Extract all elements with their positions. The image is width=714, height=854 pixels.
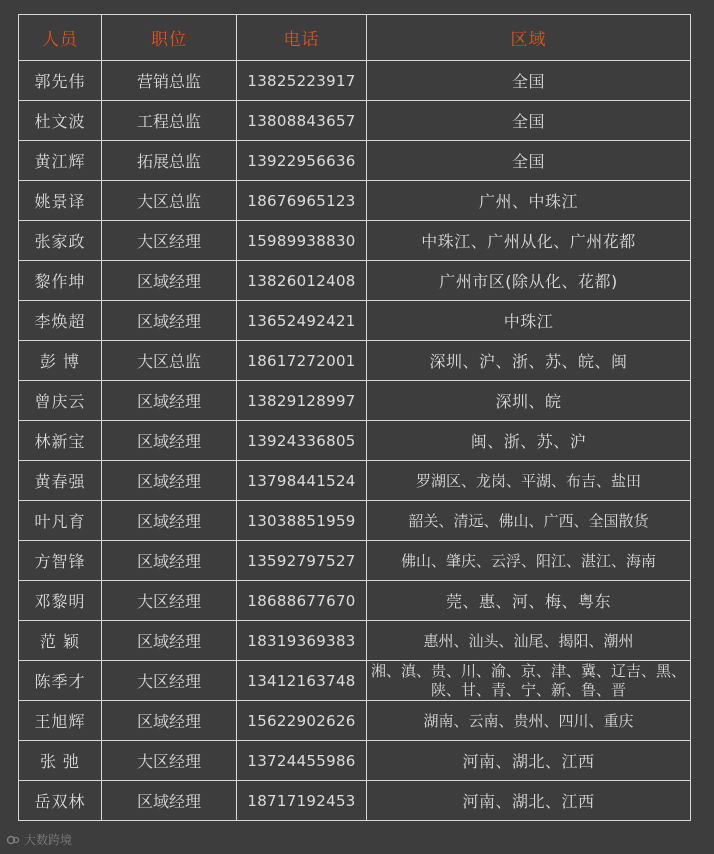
table-row	[19, 381, 691, 421]
cell-region: 湘、滇、贵、川、渝、京、津、冀、辽吉、黑、陕、甘、青、宁、新、鲁、晋	[367, 661, 691, 701]
cell-title: 区域经理	[102, 621, 237, 661]
cell-title: 区域经理	[102, 541, 237, 581]
table-row	[19, 61, 691, 101]
cell-phone: 13652492421	[237, 301, 367, 341]
cell-phone: 13826012408	[237, 261, 367, 301]
cell-region: 全国	[367, 141, 691, 181]
cell-phone: 18717192453	[237, 781, 367, 821]
cell-name: 林新宝	[19, 421, 102, 461]
cell-title: 区域经理	[102, 261, 237, 301]
cell-name: 张家政	[19, 221, 102, 261]
cell-title: 大区经理	[102, 741, 237, 781]
header-title: 职位	[102, 15, 237, 61]
cell-name: 杜文波	[19, 101, 102, 141]
cell-region: 深圳、皖	[367, 381, 691, 421]
table-row	[19, 661, 691, 701]
cell-region: 湖南、云南、贵州、四川、重庆	[367, 701, 691, 741]
cell-region: 中珠江	[367, 301, 691, 341]
table-row	[19, 141, 691, 181]
watermark-text: 大数跨境	[24, 833, 73, 847]
cell-region: 佛山、肇庆、云浮、阳江、湛江、海南	[367, 541, 691, 581]
cell-region: 深圳、沪、浙、苏、皖、闽	[367, 341, 691, 381]
cell-name: 曾庆云	[19, 381, 102, 421]
cell-name: 姚景译	[19, 181, 102, 221]
header-region: 区域	[367, 15, 691, 61]
cell-phone: 15622902626	[237, 701, 367, 741]
cell-phone: 13724455986	[237, 741, 367, 781]
table-body	[19, 61, 691, 821]
cell-name: 范 颖	[19, 621, 102, 661]
cell-phone: 13038851959	[237, 501, 367, 541]
cell-title: 区域经理	[102, 781, 237, 821]
table-row	[19, 541, 691, 581]
cell-name: 张 弛	[19, 741, 102, 781]
cell-name: 王旭辉	[19, 701, 102, 741]
header-name: 人员	[19, 15, 102, 61]
table-row	[19, 461, 691, 501]
cell-phone: 13924336805	[237, 421, 367, 461]
cell-phone: 18676965123	[237, 181, 367, 221]
cell-region: 罗湖区、龙岗、平湖、布吉、盐田	[367, 461, 691, 501]
header-row	[19, 15, 691, 61]
staff-contact-table	[18, 14, 691, 821]
table-row	[19, 781, 691, 821]
cell-name: 岳双林	[19, 781, 102, 821]
cell-phone: 15989938830	[237, 221, 367, 261]
table-row	[19, 701, 691, 741]
cell-region: 闽、浙、苏、沪	[367, 421, 691, 461]
table-row	[19, 421, 691, 461]
brand-logo-icon	[6, 833, 20, 847]
cell-region: 河南、湖北、江西	[367, 781, 691, 821]
cell-name: 黄江辉	[19, 141, 102, 181]
cell-name: 陈季才	[19, 661, 102, 701]
table-row	[19, 181, 691, 221]
table-row	[19, 261, 691, 301]
cell-region: 韶关、清远、佛山、广西、全国散货	[367, 501, 691, 541]
cell-title: 区域经理	[102, 461, 237, 501]
table-row	[19, 341, 691, 381]
cell-name: 叶凡育	[19, 501, 102, 541]
cell-region: 惠州、汕头、汕尾、揭阳、潮州	[367, 621, 691, 661]
cell-region: 莞、惠、河、梅、粤东	[367, 581, 691, 621]
cell-title: 营销总监	[102, 61, 237, 101]
cell-title: 区域经理	[102, 381, 237, 421]
cell-name: 方智锋	[19, 541, 102, 581]
cell-region: 全国	[367, 101, 691, 141]
cell-title: 大区经理	[102, 661, 237, 701]
table-header	[19, 15, 691, 61]
cell-title: 大区经理	[102, 221, 237, 261]
cell-name: 彭 博	[19, 341, 102, 381]
cell-title: 区域经理	[102, 421, 237, 461]
cell-phone: 18617272001	[237, 341, 367, 381]
cell-phone: 13808843657	[237, 101, 367, 141]
cell-name: 黄春强	[19, 461, 102, 501]
cell-title: 区域经理	[102, 301, 237, 341]
table-row	[19, 741, 691, 781]
cell-region: 广州、中珠江	[367, 181, 691, 221]
table-row	[19, 581, 691, 621]
cell-name: 邓黎明	[19, 581, 102, 621]
table-row	[19, 101, 691, 141]
cell-phone: 18688677670	[237, 581, 367, 621]
cell-title: 区域经理	[102, 701, 237, 741]
cell-phone: 13592797527	[237, 541, 367, 581]
header-phone: 电话	[237, 15, 367, 61]
cell-name: 郭先伟	[19, 61, 102, 101]
cell-title: 大区总监	[102, 181, 237, 221]
cell-title: 工程总监	[102, 101, 237, 141]
cell-title: 区域经理	[102, 501, 237, 541]
cell-phone: 18319369383	[237, 621, 367, 661]
cell-name: 李焕超	[19, 301, 102, 341]
cell-region: 河南、湖北、江西	[367, 741, 691, 781]
cell-name: 黎作坤	[19, 261, 102, 301]
cell-title: 拓展总监	[102, 141, 237, 181]
watermark	[6, 831, 72, 848]
cell-region: 中珠江、广州从化、广州花都	[367, 221, 691, 261]
cell-phone: 13825223917	[237, 61, 367, 101]
table-row	[19, 221, 691, 261]
cell-phone: 13922956636	[237, 141, 367, 181]
table-row	[19, 501, 691, 541]
cell-phone: 13798441524	[237, 461, 367, 501]
cell-title: 大区经理	[102, 581, 237, 621]
cell-title: 大区总监	[102, 341, 237, 381]
cell-region: 广州市区(除从化、花都)	[367, 261, 691, 301]
table-row	[19, 621, 691, 661]
cell-phone: 13829128997	[237, 381, 367, 421]
table-row	[19, 301, 691, 341]
cell-region: 全国	[367, 61, 691, 101]
cell-phone: 13412163748	[237, 661, 367, 701]
